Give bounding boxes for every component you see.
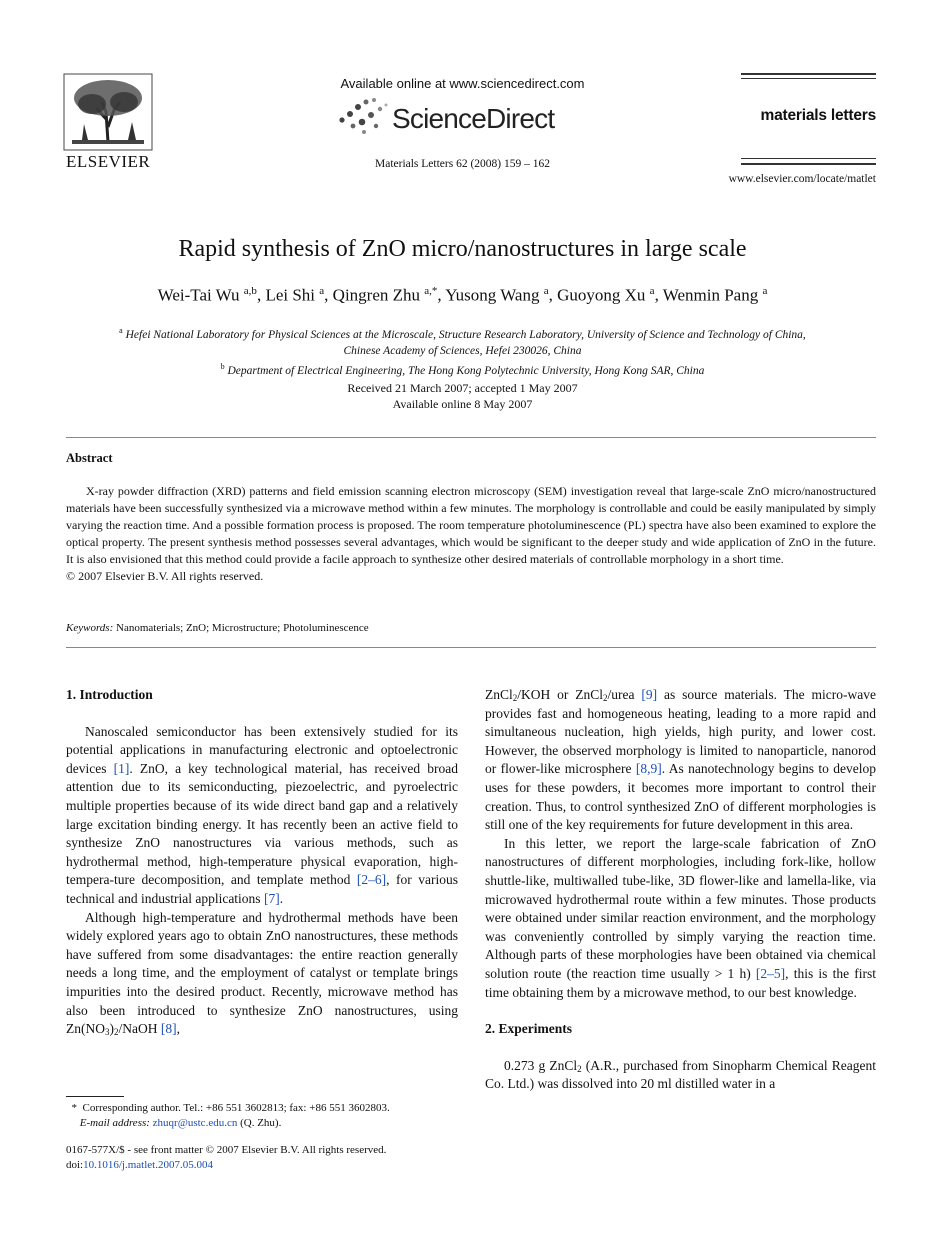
citation-link[interactable]: [9] bbox=[641, 687, 658, 702]
author-name: Wei-Tai Wu bbox=[157, 285, 240, 305]
issn-line: 0167-577X/$ - see front matter © 2007 Elsevier B.V. All rights reserved. bbox=[66, 1144, 387, 1156]
paragraph: ZnCl$_2$/KOH or ZnCl$_2$/urea [9] as source materials. The micro-wave provides fast and homogeneous heating, leading to a more rapid and simultaneous nucleation, high yields, high purity, and lower cost. However, the observed morphology is limited to nanoparticle, nanorod or flower-like microsphere [8,9]. As nanotechnology begins to develop uses for these powders, it becomes more important to control their creation. Thus, to control synthesized ZnO of different morphologies is still one of the key requirements for future development in this area. bbox=[485, 687, 877, 833]
abstract-copyright: © 2007 Elsevier B.V. All rights reserved. bbox=[66, 569, 264, 583]
author-name: Qingren Zhu bbox=[332, 285, 421, 305]
citation-link[interactable]: [2–5] bbox=[755, 965, 786, 981]
abstract-body bbox=[66, 483, 876, 585]
affiliations bbox=[60, 323, 865, 379]
journal-title: materials letters bbox=[760, 107, 876, 124]
author-affil-marker: a,b bbox=[243, 285, 257, 297]
affiliation-b: Department of Electrical Engineering, The Hong Kong Polytechnic University, Hong Kong SAR, China bbox=[227, 364, 705, 377]
journal-rule bbox=[741, 163, 876, 165]
online-date: Available online 8 May 2007 bbox=[392, 397, 533, 411]
affiliation-a: Hefei National Laboratory for Physical Sciences at the Microscale, Structure Research Laboratory, University of Science and Technology of China, bbox=[125, 328, 806, 341]
journal-url[interactable]: www.elsevier.com/locate/matlet bbox=[728, 173, 876, 185]
affil-marker: a bbox=[119, 326, 123, 335]
affil-marker: b bbox=[220, 361, 225, 371]
article-title: Rapid synthesis of ZnO micro/nanostructures in large scale bbox=[178, 236, 747, 262]
corresponding-author: Corresponding author. Tel.: +86 551 3602813; fax: +86 551 3602803. bbox=[82, 1102, 390, 1114]
abstract-heading: Abstract bbox=[66, 451, 113, 465]
author-affil-marker: a,* bbox=[424, 285, 438, 297]
keywords bbox=[66, 622, 369, 634]
sciencedirect-dots-icon bbox=[336, 96, 392, 136]
publisher-name: ELSEVIER bbox=[66, 152, 151, 171]
author-affil-marker: a bbox=[649, 285, 655, 297]
author-name: Lei Shi bbox=[265, 285, 316, 305]
divider bbox=[66, 647, 876, 648]
author-affil-marker: a bbox=[319, 285, 325, 297]
received-date: Received 21 March 2007; accepted 1 May 2007 bbox=[347, 381, 578, 395]
paragraph: Nanoscaled semiconductor has been extensively studied for its potential applications in manufacturing electronic and optoelectronic devices [1]. ZnO, a key technological material, has received broad attention due to its semiconducting, piezoelectric, and pyroelectric multiple properties because of its wide direct band gap and a relatively large excitation binding energy. It has recently been an active field to synthesize ZnO nanostructures via various methods, such as hydrothermal method, high-temperature physical evaporation, high-tempera-ture decomposition, and template method [2–6], for various technical and industrial applications [7]. bbox=[66, 723, 458, 906]
citation-link[interactable]: [1] bbox=[113, 760, 130, 776]
citation-link[interactable]: [8] bbox=[160, 1021, 177, 1037]
author-name: Wenmin Pang bbox=[662, 285, 759, 305]
sciencedirect-wordmark: ScienceDirect bbox=[392, 103, 555, 134]
section-heading: 1. Introduction bbox=[66, 687, 153, 702]
section-heading: 2. Experiments bbox=[485, 1021, 572, 1037]
front-matter: 0167-577X/$ - see front matter © 2007 Elsevier B.V. All rights reserved. doi:10.1016/j.matlet.2007.05.004 bbox=[66, 1143, 458, 1173]
keywords-label: Keywords: bbox=[66, 622, 114, 634]
citation-link[interactable]: [7] bbox=[263, 890, 280, 906]
journal-citation: Materials Letters 62 (2008) 159 – 162 bbox=[374, 158, 550, 170]
available-online-text: Available online at www.sciencedirect.com bbox=[340, 76, 585, 91]
citation-link[interactable]: [2–6] bbox=[356, 872, 387, 888]
footnote-rule bbox=[66, 1096, 124, 1097]
author-name: Guoyong Xu bbox=[557, 285, 646, 305]
journal-rule bbox=[741, 158, 876, 159]
divider bbox=[66, 437, 876, 438]
article-dates bbox=[0, 380, 925, 412]
author-list: Wei-Tai Wu $^{a,b}$, Lei Shi $^a$, Qingren Zhu $^{a,*}$, Yusong Wang $^a$, Guoyong Xu $^a$, Wenmin Pang $^a$ bbox=[157, 285, 768, 305]
journal-rule bbox=[741, 78, 876, 79]
citation-link[interactable]: [8,9] bbox=[635, 761, 662, 777]
email-link[interactable]: zhuqr@ustc.edu.cn bbox=[152, 1117, 238, 1129]
left-column bbox=[66, 686, 458, 1039]
paragraph: In this letter, we report the large-scale fabrication of ZnO nanostructures of different morphologies, including fork-like, hollow shuttle-like, multiwalled tube-like, 3D flower-like and lamella-like, via microwaved hydrothermal route within a few minutes. Those products were obtained under similar reaction environment, and the morphology was conveniently controlled by simply varying the reaction time. Although parts of these morphologies have been obtained via chemical solution route (the reaction time usually > 1 h) [2–5], this is the first time obtaining them by a microwave method, to our best knowledge. bbox=[485, 835, 877, 1000]
right-column bbox=[485, 686, 876, 1094]
author-name: Yusong Wang bbox=[445, 285, 540, 305]
doi-link[interactable]: 10.1016/j.matlet.2007.05.004 bbox=[83, 1159, 213, 1171]
abstract-text: X-ray powder diffraction (XRD) patterns and field emission scanning electron microscopy (SEM) investigation reveal that large-scale ZnO micro/nanostructured materials have been successfully synthesized via a microwave method within a few minutes. The morphology is controllable and could be easily manipulated by simply varying the reaction time. And a possible formation process is proposed. The room temperature photoluminescence (PL) spectra have also been examined to explore the optical property. The present synthesis method possesses several advantages, which would be significant to the deeper study and wide application of ZnO in the future. It is also envisioned that this method could provide a facile approach to synthesize other desired materials of controllable morphology in a short time. bbox=[66, 484, 876, 566]
footnote: * Corresponding author. Tel.: +86 551 3602813; fax: +86 551 3602803. E-mail address: zhuqr@ustc.edu.cn (Q. Zhu). bbox=[71, 1102, 390, 1129]
keywords-list: Nanomaterials; ZnO; Microstructure; Photoluminescence bbox=[116, 622, 369, 634]
paragraph: Although high-temperature and hydrothermal methods have been widely explored years ago to obtain ZnO nanostructures, these methods have suffered from some disadvantages: the entire reaction generally needs a long time, and the employment of catalyst or template brings impurities into the desired product. Recently, microwave method has also been introduced to synthesize ZnO nanostructures, using $Zn(NO_3)_2$/NaOH [8], bbox=[66, 909, 458, 1038]
journal-rule bbox=[741, 73, 876, 75]
author-affil-marker: a bbox=[762, 285, 768, 297]
paragraph: 0.273 g ZnCl$_2$ (A.R., purchased from Sinopharm Chemical Reagent Co. Ltd.) was dissolved into 20 ml distilled water in a bbox=[485, 1057, 876, 1092]
author-affil-marker: a bbox=[543, 285, 549, 297]
affiliation-a-cont: Chinese Academy of Sciences, Hefei 230026, China bbox=[343, 344, 582, 357]
